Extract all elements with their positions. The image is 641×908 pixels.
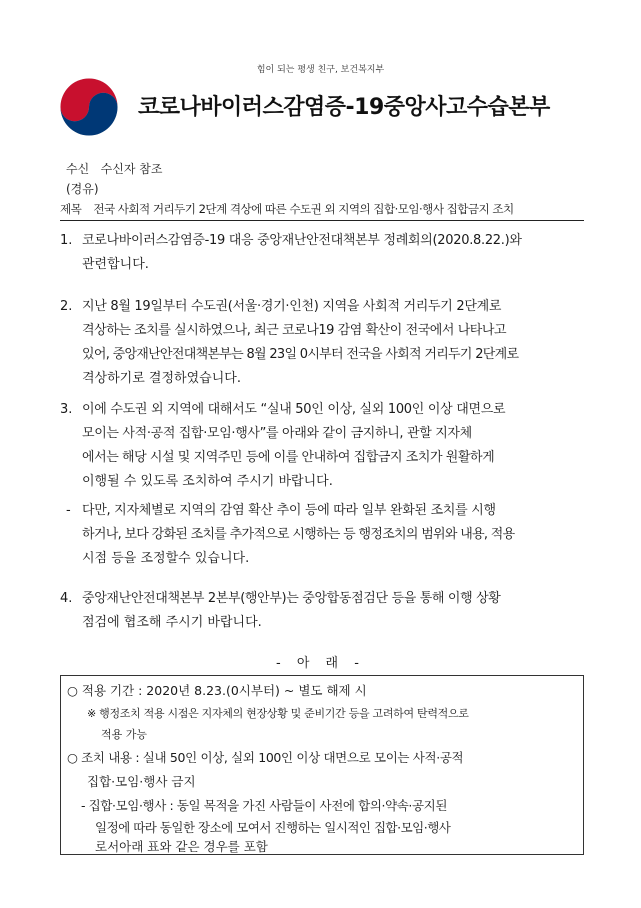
recipient-value: 수신자 참조 <box>100 162 163 176</box>
period-note: ※ 행정조치 적용 시점은 지자체의 현장상황 및 준비기간 등을 고려하여 탄력적으로 <box>87 707 469 720</box>
content-line: ○ 조치 내용 : 실내 50인 이상, 실외 100인 이상 대면으로 모이는 사적·공적 <box>67 750 464 765</box>
item-line: 이행될 수 있도록 조치하여 주시기 바랍니다. <box>82 474 333 489</box>
item-line: 점검에 협조해 주시기 바랍니다. <box>82 615 262 630</box>
item-line: 에서는 해당 시설 및 지역주민 등에 이를 안내하여 집합금지 조치가 원활하게 <box>82 450 495 465</box>
item-line: 격상하는 조치를 실시하였으나, 최근 코로나19 감염 확산이 전국에서 나타나고 <box>82 323 507 338</box>
definition-line-cont: 일정에 따라 동일한 장소에 모여서 진행하는 일시적인 집합·모임·행사 <box>95 820 451 835</box>
definition-line-cont: 로서아래 표와 같은 경우를 포함 <box>95 839 268 854</box>
item-line: 중앙재난안전대책본부 2본부(행안부)는 중앙합동점검단 등을 통해 이행 상황 <box>82 591 501 606</box>
organization-name: 코로나바이러스감염증-19중앙사고수습본부 <box>138 95 550 120</box>
government-emblem-logo <box>58 76 120 138</box>
item-line: 하거나, 보다 강화된 조치를 추가적으로 시행하는 등 행정조치의 범위와 내용, 적용 <box>82 527 515 542</box>
recipient-label: 수신 <box>66 162 90 176</box>
item-number: 1. <box>60 233 73 248</box>
item-dash: - <box>66 503 71 518</box>
annex-box <box>60 675 584 855</box>
definition-line: - 집합·모임·행사 : 동일 목적을 가진 사람들이 사전에 합의·약속·공지된 <box>81 798 448 813</box>
item-line: 격상하기로 결정하였습니다. <box>82 371 241 386</box>
item-line: 관련합니다. <box>82 257 149 272</box>
item-line: 시점 등을 조정할수 있습니다. <box>82 551 250 566</box>
content-line-cont: 집합·모임·행사 금지 <box>87 774 196 789</box>
subject-line <box>60 201 584 221</box>
item-line: 있어, 중앙재난안전대책본부는 8월 23일 0시부터 전국을 사회적 거리두기 2단계로 <box>82 347 519 362</box>
annex-title: - 아 래 - <box>276 656 365 671</box>
item-number: 4. <box>60 591 73 606</box>
recipient-line <box>66 160 162 177</box>
period-line: ○ 적용 기간 : 2020년 8.23.(0시부터) ~ 별도 해제 시 <box>67 683 367 698</box>
item-line: 지난 8월 19일부터 수도권(서울·경기·인천) 지역을 사회적 거리두기 2단계로 <box>82 299 502 314</box>
letterhead <box>58 76 618 142</box>
item-line: 이에 수도권 외 지역에 대해서도 “실내 50인 이상, 실외 100인 이상 대면으로 <box>82 402 506 417</box>
item-number: 3. <box>60 402 73 417</box>
item-line: 모이는 사적·공적 집합·모임·행사”를 아래와 같이 금지하니, 관할 지자체 <box>82 426 472 441</box>
item-line: 다만, 지자체별로 지역의 감염 확산 추이 등에 따라 일부 완화된 조치를 시행 <box>82 503 496 518</box>
subject-label: 제목 <box>60 202 82 216</box>
subject-text: 전국 사회적 거리두기 2단계 격상에 따른 수도권 외 지역의 집합·모임·행사 집합금지 조치 <box>93 202 514 216</box>
ministry-slogan: 힘이 되는 평생 친구, 보건복지부 <box>256 65 385 75</box>
period-note-cont: 적용 가능 <box>101 728 148 741</box>
via-line: (경유) <box>66 182 99 196</box>
item-line: 코로나바이러스감염증-19 대응 중앙재난안전대책본부 정례회의(2020.8.22.)와 <box>82 233 522 248</box>
item-number: 2. <box>60 299 73 314</box>
